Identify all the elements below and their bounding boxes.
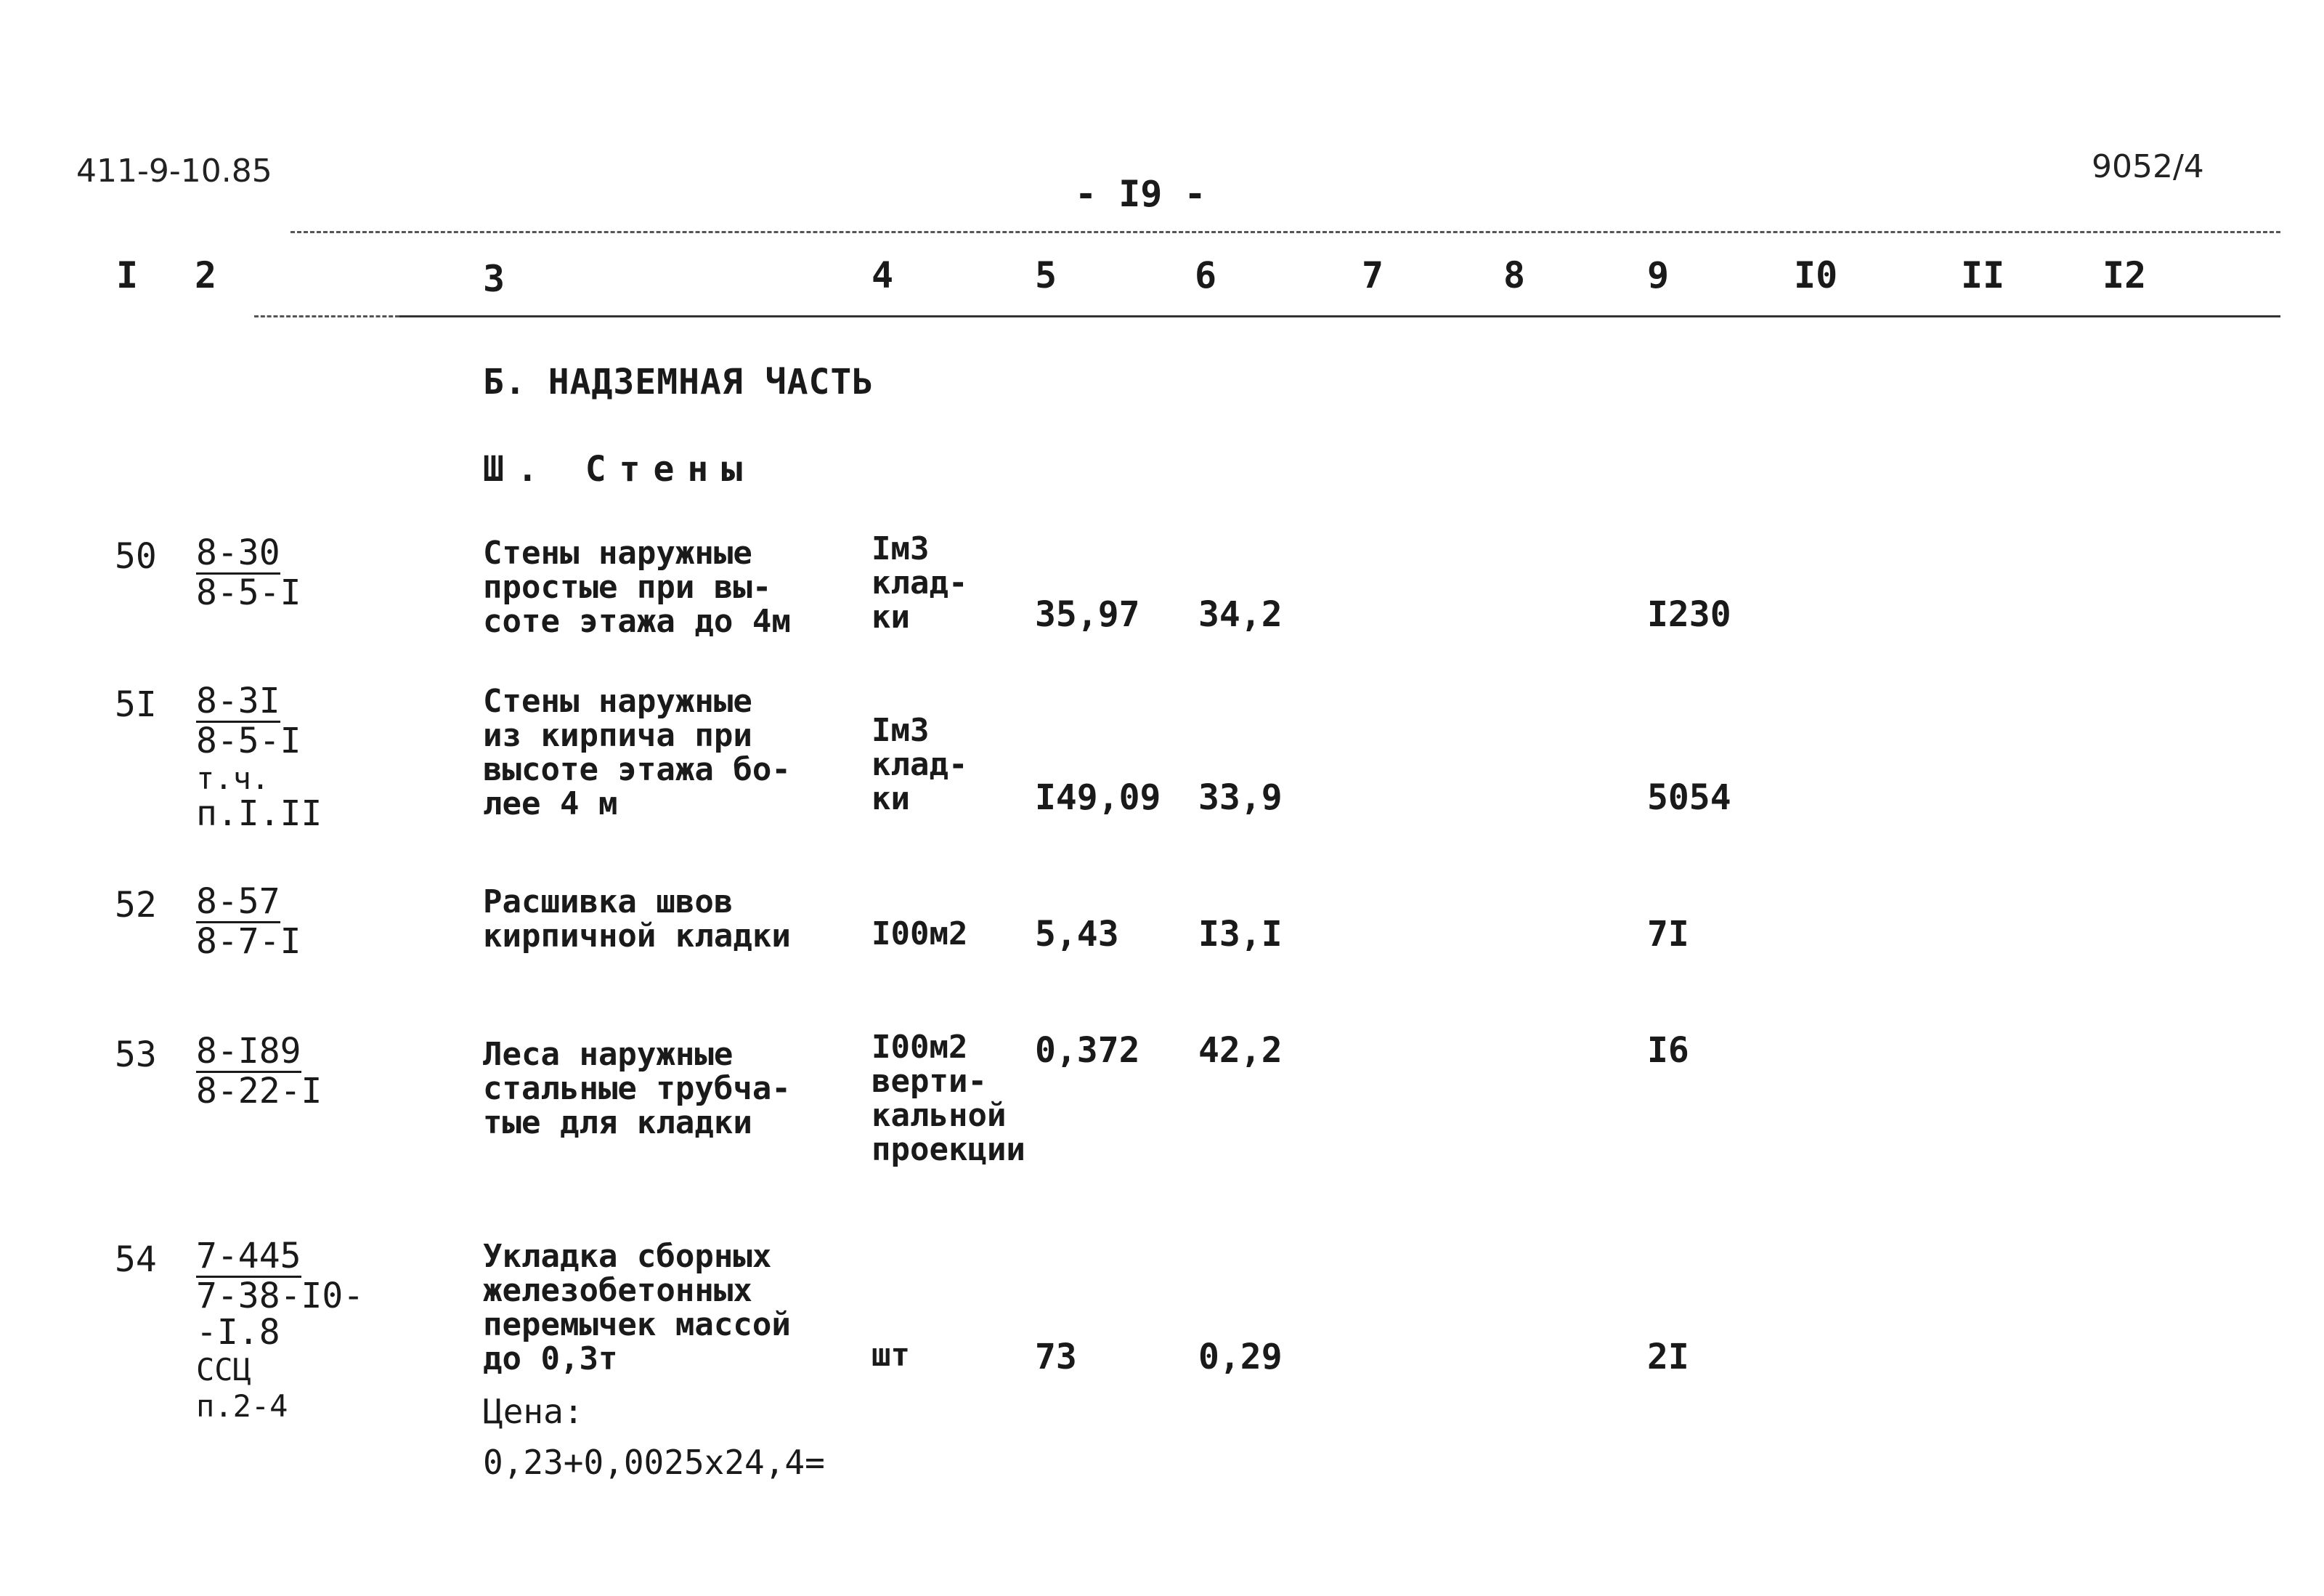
norm-code bbox=[196, 1236, 364, 1423]
description-line: тые для кладки bbox=[483, 1104, 752, 1141]
row-number: 5I bbox=[115, 684, 157, 725]
norm-code-primary: 7-445 bbox=[196, 1236, 301, 1276]
unit-line: проекции bbox=[871, 1131, 1025, 1168]
unit-price: 33,9 bbox=[1198, 777, 1283, 818]
norm-code-line: 8-7-I bbox=[196, 921, 301, 962]
description-line: железобетонных bbox=[483, 1272, 752, 1309]
price-formula: 0,23+0,0025х24,4= bbox=[483, 1443, 825, 1482]
norm-code-line: -I.8 bbox=[196, 1312, 280, 1353]
norm-code-line: 8-5-I bbox=[196, 572, 301, 613]
column-header: 7 bbox=[1362, 254, 1384, 296]
description-line: стальные трубча- bbox=[483, 1070, 791, 1107]
description-line: простые при вы- bbox=[483, 569, 772, 606]
unit-of-measure bbox=[871, 1030, 1025, 1167]
column-header: 6 bbox=[1195, 254, 1217, 296]
work-description bbox=[483, 684, 791, 821]
norm-code-primary: 8-57 bbox=[196, 881, 280, 922]
unit-price: 42,2 bbox=[1198, 1030, 1283, 1071]
unit-price: 34,2 bbox=[1198, 594, 1283, 635]
header-bottom-rule bbox=[399, 315, 2280, 317]
column-header: 3 bbox=[483, 258, 505, 300]
row-number: 53 bbox=[115, 1034, 157, 1075]
work-description bbox=[483, 536, 791, 639]
unit-of-measure bbox=[871, 713, 967, 816]
unit-price: 0,29 bbox=[1198, 1337, 1283, 1377]
unit-line: Iм3 bbox=[871, 712, 930, 749]
column-header: 8 bbox=[1503, 254, 1526, 296]
norm-code-line: п.I.II bbox=[196, 793, 322, 834]
work-description bbox=[483, 1239, 791, 1376]
unit-line: клад- bbox=[871, 746, 968, 783]
unit-of-measure bbox=[871, 1338, 910, 1372]
total-cost: I230 bbox=[1647, 594, 1731, 635]
row-number: 54 bbox=[115, 1239, 157, 1280]
description-line: Стены наружные bbox=[483, 535, 752, 572]
row-number: 50 bbox=[115, 536, 157, 577]
description-line: высоте этажа бо- bbox=[483, 751, 791, 788]
description-line: соте этажа до 4м bbox=[483, 603, 791, 640]
norm-code bbox=[196, 1032, 322, 1109]
description-line: Леса наружные bbox=[483, 1036, 734, 1073]
column-header: 2 bbox=[195, 254, 217, 296]
norm-code-line: т.ч. bbox=[196, 761, 270, 796]
quantity: 35,97 bbox=[1035, 594, 1140, 635]
norm-code-line: п.2-4 bbox=[196, 1388, 288, 1424]
header-bottom-rule-left bbox=[254, 315, 399, 317]
work-description bbox=[483, 885, 791, 953]
unit-line: ки bbox=[871, 599, 910, 636]
column-header: I bbox=[116, 254, 139, 296]
description-line: Стены наружные bbox=[483, 683, 752, 720]
unit-line: верти- bbox=[871, 1063, 987, 1100]
unit-line: I00м2 bbox=[871, 1029, 968, 1066]
quantity: 0,372 bbox=[1035, 1030, 1140, 1071]
document-code: 411-9-10.85 bbox=[76, 153, 272, 190]
description-line: Укладка сборных bbox=[483, 1238, 772, 1275]
description-line: Расшивка швов bbox=[483, 883, 734, 920]
unit-of-measure bbox=[871, 917, 967, 951]
section-title: Б. НАДЗЕМНАЯ ЧАСТЬ bbox=[483, 362, 874, 402]
work-description bbox=[483, 1037, 791, 1140]
column-header: I2 bbox=[2102, 254, 2147, 296]
column-header: 9 bbox=[1647, 254, 1670, 296]
price-label: Цена: bbox=[483, 1392, 584, 1431]
page-number: - I9 - bbox=[1075, 173, 1206, 215]
description-line: кирпичной кладки bbox=[483, 918, 791, 955]
unit-line: I00м2 bbox=[871, 915, 968, 952]
total-cost: 7I bbox=[1647, 914, 1689, 955]
norm-code bbox=[196, 681, 322, 832]
description-line: лее 4 м bbox=[483, 785, 618, 822]
total-cost: 2I bbox=[1647, 1337, 1689, 1377]
description-line: из кирпича при bbox=[483, 717, 752, 754]
archive-number: 9052/4 bbox=[2092, 148, 2204, 185]
unit-line: Iм3 bbox=[871, 530, 930, 567]
quantity: 73 bbox=[1035, 1337, 1077, 1377]
norm-code-line: ССЦ bbox=[196, 1352, 251, 1388]
norm-code-primary: 8-I89 bbox=[196, 1031, 301, 1072]
unit-line: клад- bbox=[871, 564, 968, 601]
norm-code bbox=[196, 882, 301, 960]
unit-price: I3,I bbox=[1198, 914, 1283, 955]
unit-line: ки bbox=[871, 780, 910, 817]
norm-code-line: 7-38-I0- bbox=[196, 1276, 365, 1316]
norm-code-primary: 8-30 bbox=[196, 532, 280, 573]
section-subtitle: Ш. Стены bbox=[483, 449, 756, 490]
unit-line: кальной bbox=[871, 1097, 1007, 1134]
unit-line: шт bbox=[871, 1337, 910, 1374]
header-top-rule bbox=[290, 231, 2280, 233]
quantity: 5,43 bbox=[1035, 914, 1119, 955]
column-header: 5 bbox=[1035, 254, 1057, 296]
norm-code-line: 8-5-I bbox=[196, 721, 301, 761]
column-header: 4 bbox=[871, 254, 894, 296]
norm-code-line: 8-22-I bbox=[196, 1071, 322, 1111]
column-header: I0 bbox=[1794, 254, 1838, 296]
row-number: 52 bbox=[115, 885, 157, 925]
norm-code-primary: 8-3I bbox=[196, 681, 280, 721]
quantity: I49,09 bbox=[1035, 777, 1161, 818]
column-header: II bbox=[1961, 254, 2005, 296]
unit-of-measure bbox=[871, 532, 967, 634]
norm-code bbox=[196, 533, 301, 611]
description-line: до 0,3т bbox=[483, 1340, 618, 1377]
total-cost: 5054 bbox=[1647, 777, 1731, 818]
total-cost: I6 bbox=[1647, 1030, 1689, 1071]
description-line: перемычек массой bbox=[483, 1306, 791, 1343]
